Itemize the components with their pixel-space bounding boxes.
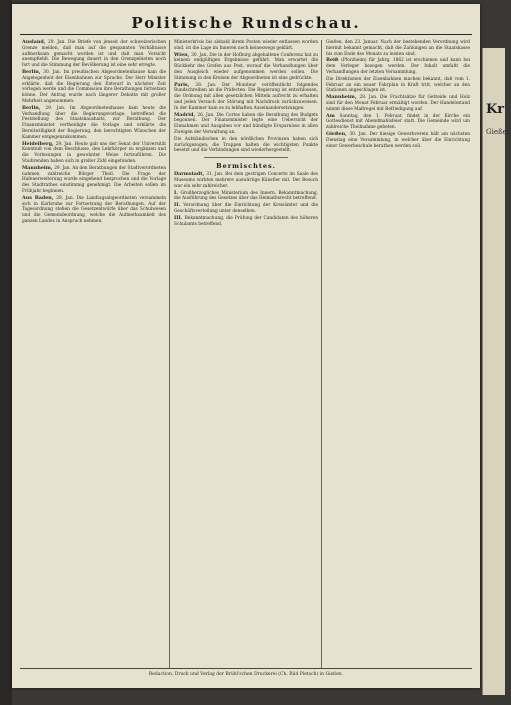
header-rule xyxy=(20,34,472,35)
adjacent-page-edge xyxy=(482,48,511,695)
article-text: Sonntag, den 1. Februar, findet in der Kirche ein Gottesdienst mit Abendmahlsfeier statt. Die Gemeinde wird um zahlreiche Theilnahme gebeten. xyxy=(326,113,470,131)
article-dateline: I. xyxy=(174,189,181,196)
article-dateline: Ausland, xyxy=(22,39,49,45)
article-text: Gießen, den 23. Januar. Nach der bestehenden Verordnung wird hiermit bekannt gemacht, daß die Zahlungen an die Staatskasse bis zum Ende des Monats zu leisten sind. xyxy=(326,40,470,57)
article-text: 31. Jan. Bei dem gestrigen Concerte im Saale des Museums wirkten mehrere auswärtige Künstler mit. Der Besuch war ein sehr zahlreicher. xyxy=(174,172,318,189)
article-text: 30. Jan. Der hiesige Gewerbverein hält am nächsten Dienstag eine Versammlung, in welcher über die Einrichtung einer Gewerbeschule berathen werden soll. xyxy=(326,131,471,149)
article-paragraph xyxy=(326,132,470,149)
article-paragraph xyxy=(174,216,318,228)
footer-rule xyxy=(20,668,472,669)
article-paragraph xyxy=(326,77,470,94)
article-paragraph xyxy=(22,106,166,141)
article-dateline: Wien, xyxy=(174,51,192,58)
article-dateline: Heidelberg, xyxy=(22,140,56,147)
article-dateline: Reiß xyxy=(326,57,342,64)
article-text: 28. Jan. Die Landtagsabgeordneten versammeln sich in Karlsruhe zur Fortsetzung der Berathungen. Auf der Tagesordnung stehen die Gesetzentwürfe über das Schulwesen und die Gemeindeordnung, welche die Aufmerksamkeit des ganzen Landes in Anspruch nehmen. xyxy=(22,195,166,224)
article-paragraph xyxy=(22,40,166,69)
article-paragraph xyxy=(174,53,318,82)
article-dateline: III. xyxy=(174,214,185,221)
article-dateline: Aus Baden, xyxy=(22,194,57,201)
notices-title: Bermischtes. xyxy=(216,162,276,171)
article-text: 26. Jan. Die Cortes haben die Berathung des Budgets begonnen. Der Finanzminister legte eine Uebersicht der Einnahmen und Ausgaben vor und kündigte Ersparnisse in allen Zweigen der Verwaltung an. xyxy=(174,112,318,135)
section-rule xyxy=(204,157,288,158)
article-paragraph xyxy=(326,114,470,131)
article-text: Großherzogliches Ministerium des Innern. Bekanntmachung, die Ausführung des Gesetzes über das Heimathsrecht betreffend. xyxy=(174,190,318,202)
article-dateline: Madrid, xyxy=(174,111,198,118)
article-text: Die Aufständischen in den nördlichen Provinzen haben sich zurückgezogen; die Truppen halten die wichtigsten Punkte besetzt und die Verbindungen sind wiederhergestellt. xyxy=(174,136,318,154)
article-dateline: Mannheim, xyxy=(22,164,55,171)
article-paragraph xyxy=(174,191,318,203)
page-title: Politische Rundschau. xyxy=(131,14,361,32)
article-dateline: Darmstadt, xyxy=(174,171,207,178)
article-paragraph xyxy=(174,40,318,52)
article-text: 29. Jan. Heute gab uns der Senat der Universität Kenntniß von dem Beschlusse, den Lehrkörper zu ergänzen und die Vorlesungen in gewohnter Weise fortzuführen. Die Studirenden haben sich in großer Zahl eingefunden. xyxy=(22,141,166,164)
column-divider xyxy=(321,40,322,668)
article-text: Verordnung über die Einrichtung der Kreisämter und die Geschäftsverteilung unter denselben. xyxy=(174,203,319,214)
adjacent-page-fragment: Kr xyxy=(486,102,505,117)
article-dateline: II. xyxy=(174,202,184,209)
article-text: Bekanntmachung, die Prüfung der Candidaten des höheren Schulamts betreffend. xyxy=(174,215,318,227)
article-dateline: Berlin, xyxy=(22,104,46,111)
article-paragraph xyxy=(22,70,166,105)
article-text: 30. Jan. Im preußischen Abgeordnetenhause kam die Angelegenheit der Eisenbahnen zur Sprache. Der Herr Minister erklärte, daß die Regierung den Entwurf in nächster Zeit vorlegen werde und die Commission ihre Berathungen fortsetzen könne. Der Antrag wurde nach längerer Debatte mit großer Mehrheit angenommen. xyxy=(22,69,166,104)
article-dateline: Paris, xyxy=(174,81,196,88)
article-text: Ministerkrisis bis alsbald ihrem Posten wieder entlassen worden sind, ist die Lage im Inneren noch keineswegs geklärt. xyxy=(174,40,318,51)
article-paragraph xyxy=(326,40,470,57)
column-2 xyxy=(174,40,318,670)
article-paragraph xyxy=(22,196,166,225)
article-paragraph xyxy=(22,166,166,195)
article-paragraph xyxy=(326,58,470,75)
article-text: (Pforzheim) für Jahrg. 1862 ist erschienen und kann bei dem Verleger bezogen werden. Der Inhalt umfaßt die Verhandlungen der letzten Versammlung. xyxy=(326,58,470,75)
article-paragraph xyxy=(174,83,318,112)
article-dateline: Am xyxy=(326,112,340,119)
article-paragraph xyxy=(326,95,470,112)
newspaper-page xyxy=(12,4,480,688)
imprint-footer: Redaction, Druck und Verlag der Brühl'schen Druckerei (Ch. Rüd Pietsch) in Gießen. xyxy=(148,672,344,677)
article-text: Die Direktionen der Eisenbahnen machen bekannt, daß vom 1. Februar an ein neuer Fahrplan in Kraft tritt, welcher an den Stationen angeschlagen ist. xyxy=(326,76,470,94)
column-divider xyxy=(169,40,170,668)
article-text: 30. Jan. Die in der Hofburg abgehaltene Conferenz hat zu keinem endgültigen Ergebnisse geführt. Man erwartet die Rückkehr des Grafen aus Pest, worauf die Verhandlungen über den Ausgleich wieder aufgenommen werden sollen. Die Stimmung in den Kreisen der Abgeordneten ist eine gedrückte. xyxy=(174,52,318,81)
article-paragraph xyxy=(174,203,318,215)
article-dateline: Berlin, xyxy=(22,68,44,75)
article-paragraph xyxy=(174,137,318,154)
adjacent-page-small-text: Gießen xyxy=(486,128,511,136)
article-dateline: Mannheim, xyxy=(326,94,360,101)
column-3 xyxy=(326,40,470,670)
article-text: 29. Jan. Die Briefe von jenseit der schweizerischen Grenze melden, daß man auf die gespannten Verhältnisse aufmerksam gemacht worden ist und daß man Vorsicht anempfiehlt. Die Bewegung dauert in den Grenzgebieten noch fort und die Stimmung der Bevölkerung ist eine sehr erregte. xyxy=(22,40,166,69)
article-paragraph xyxy=(174,113,318,136)
article-text: 28. Jan. Die Frachtsätze für Getreide und Holz sind für den Monat Februar ermäßigt worden. Der Handelsstand nimmt diese Maßregel mit Befriedigung auf. xyxy=(326,95,471,112)
article-dateline: Gießen, xyxy=(326,130,350,137)
article-text: 29. Jan. An den Berathungen der Stadtverordneten nahmen zahlreiche Bürger Theil. Die Frage der Hafenerweiterung wurde eingehend besprochen und die Vorlage des Stadtrathes einstimmig genehmigt. Die Arbeiten sollen im Frühjahr beginnen. xyxy=(22,165,166,194)
article-paragraph xyxy=(174,172,318,189)
article-text: 28. Jan. Der Moniteur veröffentlicht folgendes Rundschreiben an die Präfecten. Die Regierung ist entschlossen, die Ordnung mit allen gesetzlichen Mitteln aufrecht zu erhalten und jeden Versuch der Störung mit Nachdruck zurückzuweisen. In der Kammer kam es zu lebhaften Auseinandersetzungen. xyxy=(174,82,318,111)
article-paragraph xyxy=(22,142,166,165)
article-text: 29. Jan. Im Abgeordnetenhause kam heute die Verhandlung über die Regierungsvorlage, betreffend die Feststellung des Staatshaushalts, zur Berathung. Der Finanzminister vertheidigte die Vorlage und erklärte die Bereitwilligkeit der Regierung, den berechtigten Wünschen der Kammer entgegenzukommen. xyxy=(22,105,166,140)
column-1 xyxy=(22,40,166,670)
binding-spine xyxy=(0,0,12,705)
